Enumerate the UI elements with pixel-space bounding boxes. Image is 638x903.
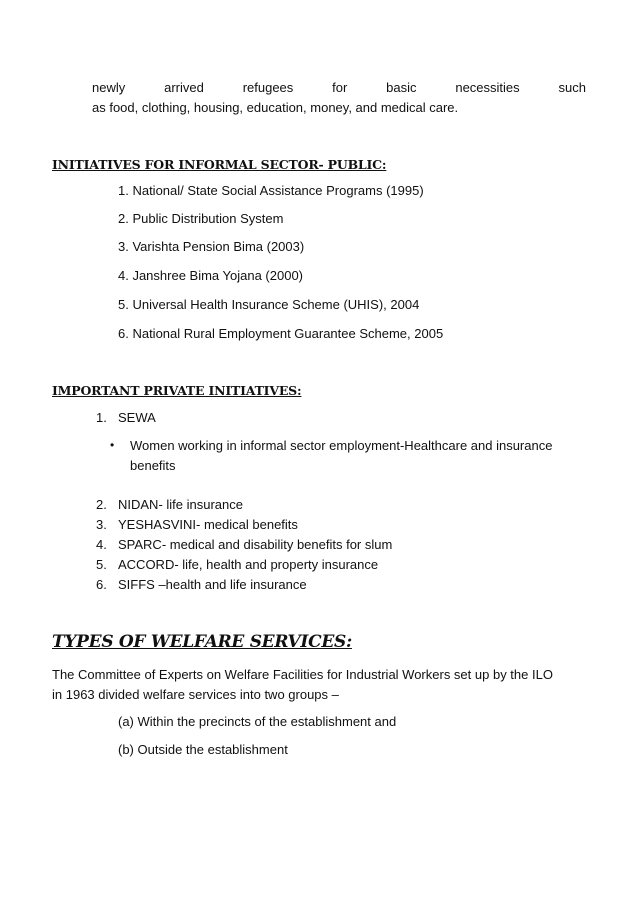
welfare-group-b: (b) Outside the establishment <box>118 742 288 757</box>
private-item-text: SPARC- medical and disability benefits for slum <box>118 537 393 552</box>
sewa-bullet-line-1: Women working in informal sector employment-Healthcare and insurance <box>130 438 553 453</box>
public-initiatives-heading: INITIATIVES FOR INFORMAL SECTOR- PUBLIC: <box>52 157 387 172</box>
private-item-text: ACCORD- life, health and property insurance <box>118 557 379 572</box>
welfare-group-a: (a) Within the precincts of the establishment and <box>118 714 397 729</box>
sewa-bullet-line-2: benefits <box>130 458 176 473</box>
intro-word: for <box>332 80 348 95</box>
private-item-number: 6. <box>96 577 107 592</box>
intro-word: refugees <box>242 80 294 95</box>
private-item-1-number: 1. <box>96 410 107 425</box>
welfare-paragraph-line-1: The Committee of Experts on Welfare Facilities for Industrial Workers set up by the ILO <box>52 667 553 682</box>
private-item-number: 5. <box>96 557 107 572</box>
public-item-5: 5. Universal Health Insurance Scheme (UHIS), 2004 <box>118 297 420 312</box>
private-item-text: NIDAN- life insurance <box>118 497 243 512</box>
intro-word: necessities <box>455 80 520 95</box>
private-item-number: 2. <box>96 497 107 512</box>
private-item-1-text: SEWA <box>118 410 156 425</box>
private-item-number: 4. <box>96 537 107 552</box>
private-initiatives-heading: IMPORTANT PRIVATE INITIATIVES: <box>52 383 302 398</box>
public-item-3: 3. Varishta Pension Bima (2003) <box>118 239 305 254</box>
intro-word: newly <box>92 80 126 95</box>
welfare-services-heading: TYPES OF WELFARE SERVICES: <box>52 632 352 652</box>
intro-word: arrived <box>164 80 204 95</box>
intro-line-1 <box>92 80 586 96</box>
public-item-4: 4. Janshree Bima Yojana (2000) <box>118 268 304 283</box>
private-item-text: SIFFS –health and life insurance <box>118 577 307 592</box>
public-item-2: 2. Public Distribution System <box>118 211 284 226</box>
public-item-1: 1. National/ State Social Assistance Programs (1995) <box>118 183 424 198</box>
welfare-paragraph-line-2: in 1963 divided welfare services into two groups – <box>52 687 339 702</box>
public-item-6: 6. National Rural Employment Guarantee Scheme, 2005 <box>118 326 444 341</box>
private-item-number: 3. <box>96 517 107 532</box>
intro-word: such <box>558 80 586 95</box>
intro-word: basic <box>386 80 417 95</box>
bullet-icon: • <box>110 438 115 452</box>
private-item-text: YESHASVINI- medical benefits <box>118 517 298 532</box>
intro-line-2: as food, clothing, housing, education, money, and medical care. <box>92 100 459 115</box>
